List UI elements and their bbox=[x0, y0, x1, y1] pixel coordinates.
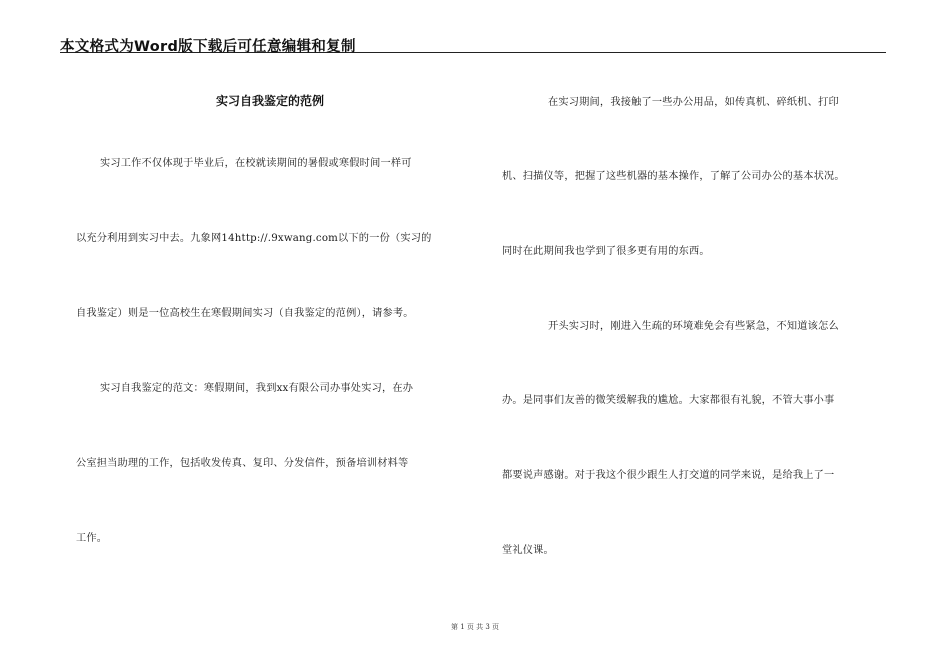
right-paragraph-line: 同时在此期间我也学到了很多更有用的东西。 bbox=[502, 246, 710, 257]
page-footer: 第 1 页 共 3 页 bbox=[450, 623, 500, 631]
right-paragraph-line: 都要说声感谢。对于我这个很少跟生人打交道的同学来说，是给我上了一 bbox=[502, 470, 835, 481]
document-title: 实习自我鉴定的范例 bbox=[215, 94, 324, 108]
left-paragraph-line: 以充分利用到实习中去。九象网14http://.9xwang.com以下的一份（实习的 bbox=[76, 233, 432, 244]
right-paragraph-line: 办。是同事们友善的微笑缓解我的尴尬。大家都很有礼貌，不管大事小事 bbox=[502, 395, 835, 406]
right-paragraph-line: 机、扫描仪等，把握了这些机器的基本操作，了解了公司办公的基本状况。 bbox=[502, 171, 845, 182]
left-paragraph-line: 实习自我鉴定的范文：寒假期间，我到xx有限公司办事处实习，在办 bbox=[100, 383, 414, 394]
left-paragraph-line: 自我鉴定）则是一位高校生在寒假期间实习（自我鉴定的范例），请参考。 bbox=[76, 308, 414, 319]
right-paragraph-line: 堂礼仪课。 bbox=[502, 545, 554, 556]
right-paragraph-line: 开头实习时，刚进入生疏的环境难免会有些紧急，不知道该怎么 bbox=[548, 321, 839, 332]
header-text: 本文格式为Word版下载后可任意编辑和复制 bbox=[60, 39, 356, 55]
right-paragraph-line: 在实习期间，我接触了一些办公用品，如传真机、碎纸机、打印 bbox=[548, 97, 839, 108]
left-paragraph-line: 工作。 bbox=[76, 533, 108, 544]
left-paragraph-line: 实习工作不仅体现于毕业后，在校就读期间的暑假或寒假时间一样可 bbox=[100, 158, 412, 169]
page-header bbox=[60, 30, 886, 53]
left-paragraph-line: 公室担当助理的工作，包括收发传真、复印、分发信件，预备培训材料等 bbox=[76, 458, 409, 469]
